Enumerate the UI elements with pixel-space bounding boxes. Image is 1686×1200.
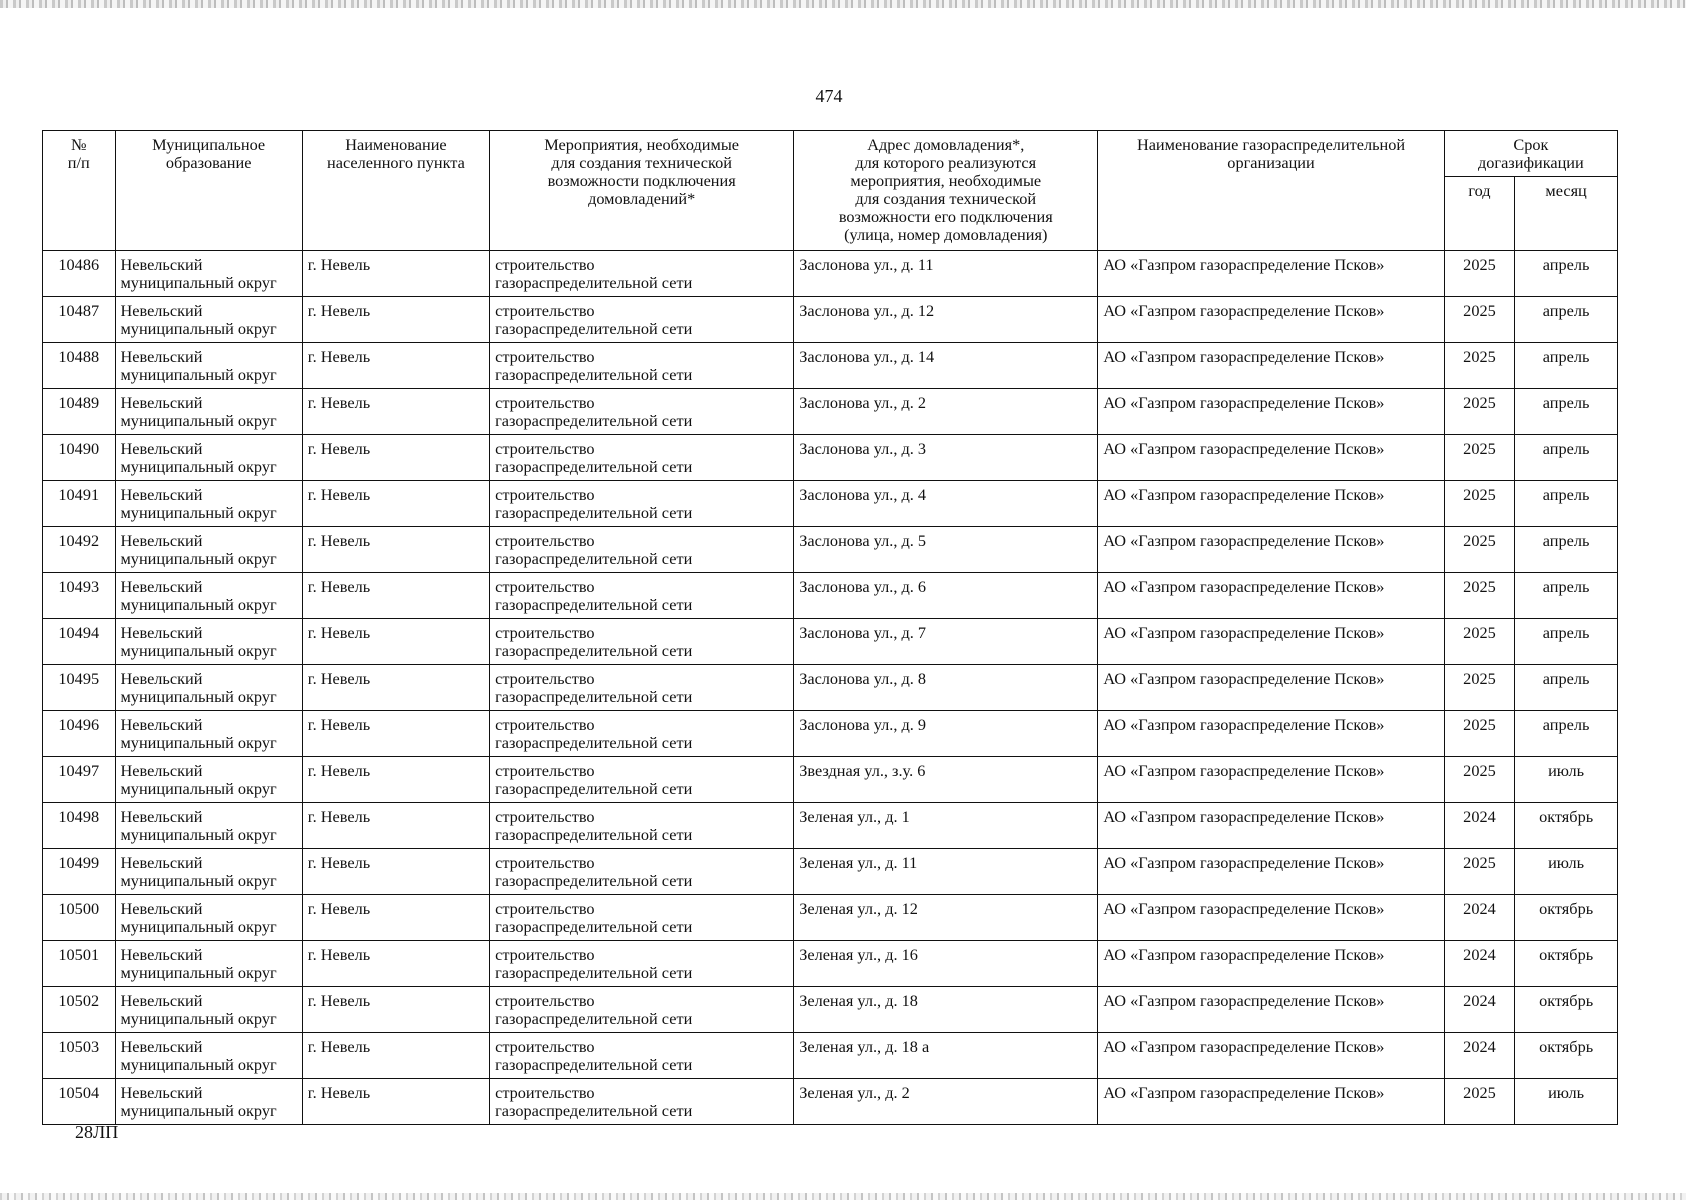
settlement-cell: г. Невель (302, 1033, 489, 1079)
table-row (43, 619, 1618, 665)
table-row (43, 987, 1618, 1033)
measure-cell: строительство газораспределительной сети (490, 481, 794, 527)
row-number: 10498 (43, 803, 116, 849)
settlement-cell: г. Невель (302, 389, 489, 435)
table-row (43, 849, 1618, 895)
table-row (43, 711, 1618, 757)
municipality-cell: Невельский муниципальный округ (115, 481, 302, 527)
table-row (43, 389, 1618, 435)
settlement-cell: г. Невель (302, 895, 489, 941)
organization-cell: АО «Газпром газораспределение Псков» (1098, 297, 1444, 343)
month-cell: октябрь (1515, 803, 1618, 849)
header-organization: Наименование газораспределительной организации (1098, 131, 1444, 251)
table-row (43, 573, 1618, 619)
month-cell: апрель (1515, 481, 1618, 527)
organization-cell: АО «Газпром газораспределение Псков» (1098, 711, 1444, 757)
measure-cell: строительство газораспределительной сети (490, 849, 794, 895)
year-cell: 2025 (1444, 435, 1514, 481)
municipality-cell: Невельский муниципальный округ (115, 1033, 302, 1079)
municipality-cell: Невельский муниципальный округ (115, 297, 302, 343)
organization-cell: АО «Газпром газораспределение Псков» (1098, 941, 1444, 987)
row-number: 10497 (43, 757, 116, 803)
settlement-cell: г. Невель (302, 343, 489, 389)
header-deadline: Срок догазификации (1444, 131, 1617, 177)
header-measures: Мероприятия, необходимые для создания технической возможности подключения домовладений* (490, 131, 794, 251)
table-row (43, 757, 1618, 803)
header-year: год (1444, 177, 1514, 251)
measure-cell: строительство газораспределительной сети (490, 1079, 794, 1125)
measure-cell: строительство газораспределительной сети (490, 251, 794, 297)
organization-cell: АО «Газпром газораспределение Псков» (1098, 665, 1444, 711)
row-number: 10503 (43, 1033, 116, 1079)
row-number: 10488 (43, 343, 116, 389)
year-cell: 2025 (1444, 1079, 1514, 1125)
row-number: 10496 (43, 711, 116, 757)
organization-cell: АО «Газпром газораспределение Псков» (1098, 849, 1444, 895)
row-number: 10487 (43, 297, 116, 343)
address-cell: Заслонова ул., д. 5 (794, 527, 1098, 573)
row-number: 10494 (43, 619, 116, 665)
measure-cell: строительство газораспределительной сети (490, 711, 794, 757)
address-cell: Зеленая ул., д. 16 (794, 941, 1098, 987)
gasification-table (42, 130, 1618, 1125)
year-cell: 2025 (1444, 343, 1514, 389)
municipality-cell: Невельский муниципальный округ (115, 711, 302, 757)
address-cell: Заслонова ул., д. 8 (794, 665, 1098, 711)
municipality-cell: Невельский муниципальный округ (115, 343, 302, 389)
table-row (43, 343, 1618, 389)
year-cell: 2024 (1444, 1033, 1514, 1079)
municipality-cell: Невельский муниципальный округ (115, 619, 302, 665)
measure-cell: строительство газораспределительной сети (490, 757, 794, 803)
row-number: 10501 (43, 941, 116, 987)
month-cell: апрель (1515, 711, 1618, 757)
row-number: 10490 (43, 435, 116, 481)
settlement-cell: г. Невель (302, 711, 489, 757)
measure-cell: строительство газораспределительной сети (490, 619, 794, 665)
header-num: № п/п (43, 131, 116, 251)
municipality-cell: Невельский муниципальный округ (115, 987, 302, 1033)
municipality-cell: Невельский муниципальный округ (115, 573, 302, 619)
year-cell: 2025 (1444, 251, 1514, 297)
measure-cell: строительство газораспределительной сети (490, 1033, 794, 1079)
month-cell: апрель (1515, 619, 1618, 665)
organization-cell: АО «Газпром газораспределение Псков» (1098, 389, 1444, 435)
settlement-cell: г. Невель (302, 573, 489, 619)
month-cell: октябрь (1515, 895, 1618, 941)
header-municipality: Муниципальное образование (115, 131, 302, 251)
settlement-cell: г. Невель (302, 619, 489, 665)
year-cell: 2025 (1444, 757, 1514, 803)
settlement-cell: г. Невель (302, 1079, 489, 1125)
row-number: 10504 (43, 1079, 116, 1125)
measure-cell: строительство газораспределительной сети (490, 941, 794, 987)
scan-edge-bottom (0, 1193, 1686, 1200)
measure-cell: строительство газораспределительной сети (490, 803, 794, 849)
year-cell: 2025 (1444, 849, 1514, 895)
address-cell: Заслонова ул., д. 2 (794, 389, 1098, 435)
month-cell: октябрь (1515, 941, 1618, 987)
month-cell: апрель (1515, 389, 1618, 435)
table-row (43, 665, 1618, 711)
row-number: 10500 (43, 895, 116, 941)
table-row (43, 1079, 1618, 1125)
table-row (43, 803, 1618, 849)
year-cell: 2025 (1444, 297, 1514, 343)
settlement-cell: г. Невель (302, 297, 489, 343)
organization-cell: АО «Газпром газораспределение Псков» (1098, 987, 1444, 1033)
table-row (43, 895, 1618, 941)
organization-cell: АО «Газпром газораспределение Псков» (1098, 435, 1444, 481)
table-row (43, 481, 1618, 527)
month-cell: апрель (1515, 251, 1618, 297)
table-row (43, 941, 1618, 987)
month-cell: июль (1515, 849, 1618, 895)
address-cell: Зеленая ул., д. 18 а (794, 1033, 1098, 1079)
month-cell: апрель (1515, 573, 1618, 619)
month-cell: апрель (1515, 297, 1618, 343)
row-number: 10493 (43, 573, 116, 619)
month-cell: октябрь (1515, 1033, 1618, 1079)
header-month: месяц (1515, 177, 1618, 251)
organization-cell: АО «Газпром газораспределение Псков» (1098, 757, 1444, 803)
organization-cell: АО «Газпром газораспределение Псков» (1098, 1079, 1444, 1125)
settlement-cell: г. Невель (302, 803, 489, 849)
header-settlement: Наименование населенного пункта (302, 131, 489, 251)
table-row (43, 297, 1618, 343)
table-row (43, 251, 1618, 297)
measure-cell: строительство газораспределительной сети (490, 573, 794, 619)
row-number: 10489 (43, 389, 116, 435)
address-cell: Заслонова ул., д. 6 (794, 573, 1098, 619)
municipality-cell: Невельский муниципальный округ (115, 527, 302, 573)
settlement-cell: г. Невель (302, 527, 489, 573)
month-cell: июль (1515, 757, 1618, 803)
year-cell: 2025 (1444, 665, 1514, 711)
municipality-cell: Невельский муниципальный округ (115, 803, 302, 849)
municipality-cell: Невельский муниципальный округ (115, 849, 302, 895)
measure-cell: строительство газораспределительной сети (490, 895, 794, 941)
address-cell: Зеленая ул., д. 1 (794, 803, 1098, 849)
month-cell: апрель (1515, 435, 1618, 481)
row-number: 10502 (43, 987, 116, 1033)
municipality-cell: Невельский муниципальный округ (115, 665, 302, 711)
municipality-cell: Невельский муниципальный округ (115, 941, 302, 987)
month-cell: октябрь (1515, 987, 1618, 1033)
municipality-cell: Невельский муниципальный округ (115, 389, 302, 435)
municipality-cell: Невельский муниципальный округ (115, 435, 302, 481)
measure-cell: строительство газораспределительной сети (490, 987, 794, 1033)
municipality-cell: Невельский муниципальный округ (115, 1079, 302, 1125)
month-cell: апрель (1515, 343, 1618, 389)
year-cell: 2025 (1444, 711, 1514, 757)
footer-code: 28ЛП (75, 1122, 119, 1142)
settlement-cell: г. Невель (302, 481, 489, 527)
settlement-cell: г. Невель (302, 941, 489, 987)
settlement-cell: г. Невель (302, 251, 489, 297)
settlement-cell: г. Невель (302, 757, 489, 803)
year-cell: 2025 (1444, 619, 1514, 665)
organization-cell: АО «Газпром газораспределение Псков» (1098, 895, 1444, 941)
organization-cell: АО «Газпром газораспределение Псков» (1098, 619, 1444, 665)
row-number: 10492 (43, 527, 116, 573)
measure-cell: строительство газораспределительной сети (490, 527, 794, 573)
address-cell: Зеленая ул., д. 11 (794, 849, 1098, 895)
month-cell: апрель (1515, 665, 1618, 711)
municipality-cell: Невельский муниципальный округ (115, 757, 302, 803)
organization-cell: АО «Газпром газораспределение Псков» (1098, 1033, 1444, 1079)
settlement-cell: г. Невель (302, 665, 489, 711)
row-number: 10491 (43, 481, 116, 527)
table-row (43, 1033, 1618, 1079)
measure-cell: строительство газораспределительной сети (490, 297, 794, 343)
page-number: 474 (815, 86, 843, 106)
address-cell: Заслонова ул., д. 7 (794, 619, 1098, 665)
year-cell: 2024 (1444, 987, 1514, 1033)
address-cell: Зеленая ул., д. 2 (794, 1079, 1098, 1125)
address-cell: Заслонова ул., д. 11 (794, 251, 1098, 297)
table-row (43, 435, 1618, 481)
address-cell: Зеленая ул., д. 18 (794, 987, 1098, 1033)
organization-cell: АО «Газпром газораспределение Псков» (1098, 481, 1444, 527)
year-cell: 2025 (1444, 389, 1514, 435)
year-cell: 2024 (1444, 941, 1514, 987)
month-cell: июль (1515, 1079, 1618, 1125)
table-row (43, 527, 1618, 573)
year-cell: 2025 (1444, 527, 1514, 573)
measure-cell: строительство газораспределительной сети (490, 435, 794, 481)
address-cell: Заслонова ул., д. 3 (794, 435, 1098, 481)
settlement-cell: г. Невель (302, 849, 489, 895)
year-cell: 2025 (1444, 573, 1514, 619)
header-address: Адрес домовладения*, для которого реализуются мероприятия, необходимые для создания технической возможности его подключения (улица, номер домовладения) (794, 131, 1098, 251)
address-cell: Заслонова ул., д. 4 (794, 481, 1098, 527)
row-number: 10495 (43, 665, 116, 711)
address-cell: Заслонова ул., д. 14 (794, 343, 1098, 389)
year-cell: 2024 (1444, 803, 1514, 849)
scan-edge-top (0, 0, 1686, 8)
municipality-cell: Невельский муниципальный округ (115, 251, 302, 297)
row-number: 10499 (43, 849, 116, 895)
organization-cell: АО «Газпром газораспределение Псков» (1098, 803, 1444, 849)
month-cell: апрель (1515, 527, 1618, 573)
municipality-cell: Невельский муниципальный округ (115, 895, 302, 941)
address-cell: Заслонова ул., д. 12 (794, 297, 1098, 343)
address-cell: Заслонова ул., д. 9 (794, 711, 1098, 757)
table-body (43, 251, 1618, 1125)
year-cell: 2024 (1444, 895, 1514, 941)
organization-cell: АО «Газпром газораспределение Псков» (1098, 527, 1444, 573)
organization-cell: АО «Газпром газораспределение Псков» (1098, 251, 1444, 297)
row-number: 10486 (43, 251, 116, 297)
address-cell: Зеленая ул., д. 12 (794, 895, 1098, 941)
organization-cell: АО «Газпром газораспределение Псков» (1098, 573, 1444, 619)
settlement-cell: г. Невель (302, 435, 489, 481)
measure-cell: строительство газораспределительной сети (490, 665, 794, 711)
address-cell: Звездная ул., з.у. 6 (794, 757, 1098, 803)
settlement-cell: г. Невель (302, 987, 489, 1033)
year-cell: 2025 (1444, 481, 1514, 527)
measure-cell: строительство газораспределительной сети (490, 343, 794, 389)
measure-cell: строительство газораспределительной сети (490, 389, 794, 435)
organization-cell: АО «Газпром газораспределение Псков» (1098, 343, 1444, 389)
